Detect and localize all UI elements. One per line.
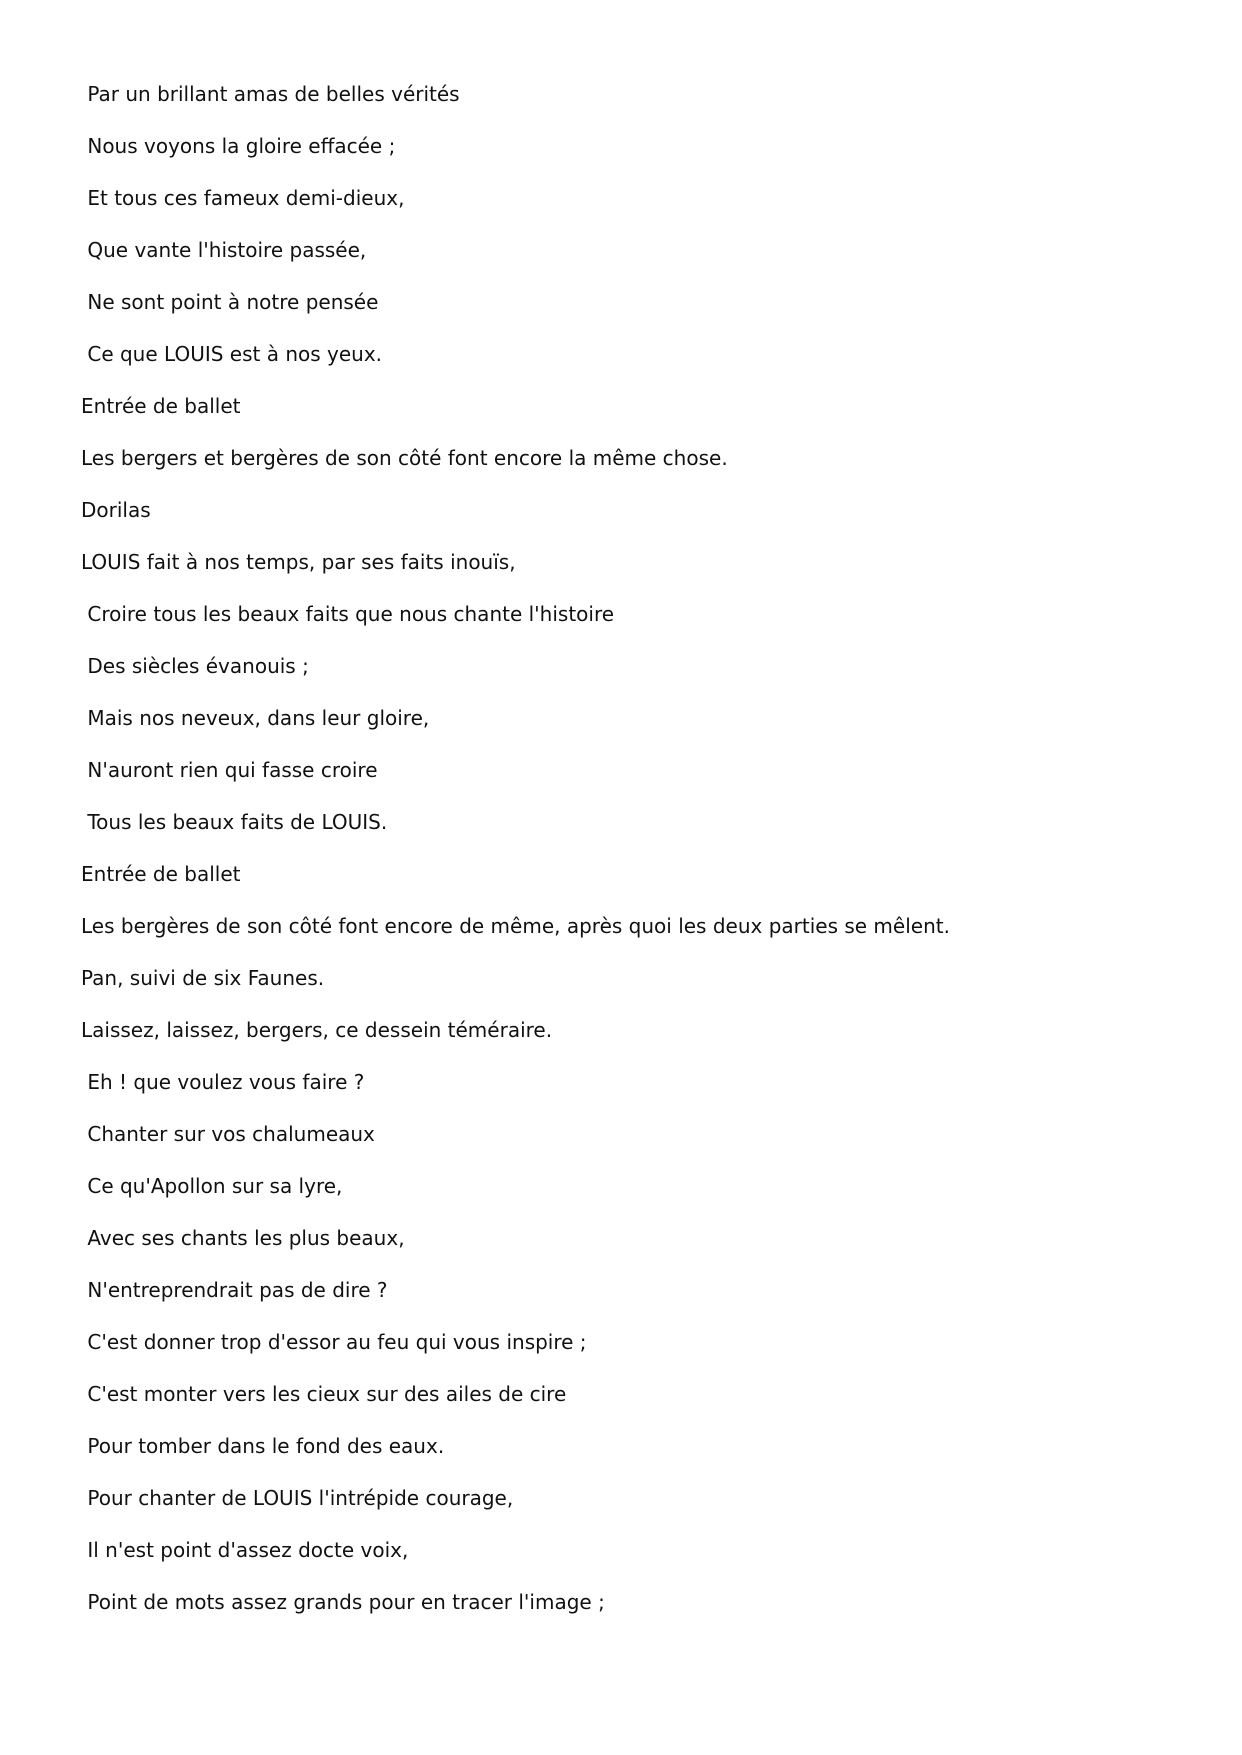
text-line: Tous les beaux faits de LOUIS. (81, 810, 388, 834)
text-line: Des siècles évanouis ; (81, 654, 309, 678)
text-line: Que vante l'histoire passée, (81, 238, 367, 262)
text-line: Il n'est point d'assez docte voix, (81, 1538, 409, 1562)
stage-direction: Les bergères de son côté font encore de même, après quoi les deux parties se mêlent. (81, 914, 950, 938)
text-line: Eh ! que voulez vous faire ? (81, 1070, 365, 1094)
text-line: Mais nos neveux, dans leur gloire, (81, 706, 430, 730)
text-line: Ce qu'Apollon sur sa lyre, (81, 1174, 343, 1198)
speaker-name: Dorilas (81, 498, 151, 522)
stage-direction: Entrée de ballet (81, 394, 241, 418)
stage-direction: Les bergers et bergères de son côté font encore la même chose. (81, 446, 728, 470)
text-line: Pour tomber dans le fond des eaux. (81, 1434, 445, 1458)
text-line: Croire tous les beaux faits que nous chante l'histoire (81, 602, 615, 626)
text-line: C'est monter vers les cieux sur des ailes de cire (81, 1382, 567, 1406)
text-line: Avec ses chants les plus beaux, (81, 1226, 405, 1250)
text-line: Et tous ces fameux demi-dieux, (81, 186, 405, 210)
text-line: Point de mots assez grands pour en tracer l'image ; (81, 1590, 605, 1614)
text-line: N'entreprendrait pas de dire ? (81, 1278, 388, 1302)
text-line: Ne sont point à notre pensée (81, 290, 379, 314)
text-line: Ce que LOUIS est à nos yeux. (81, 342, 383, 366)
text-line: Pour chanter de LOUIS l'intrépide courage, (81, 1486, 514, 1510)
text-line: Laissez, laissez, bergers, ce dessein téméraire. (81, 1018, 553, 1042)
text-line: Chanter sur vos chalumeaux (81, 1122, 375, 1146)
text-line: LOUIS fait à nos temps, par ses faits inouïs, (81, 550, 516, 574)
text-line: Nous voyons la gloire effacée ; (81, 134, 396, 158)
text-line: C'est donner trop d'essor au feu qui vous inspire ; (81, 1330, 587, 1354)
text-line: Par un brillant amas de belles vérités (81, 82, 460, 106)
speaker-name: Pan, suivi de six Faunes. (81, 966, 325, 990)
stage-direction: Entrée de ballet (81, 862, 241, 886)
text-line: N'auront rien qui fasse croire (81, 758, 378, 782)
